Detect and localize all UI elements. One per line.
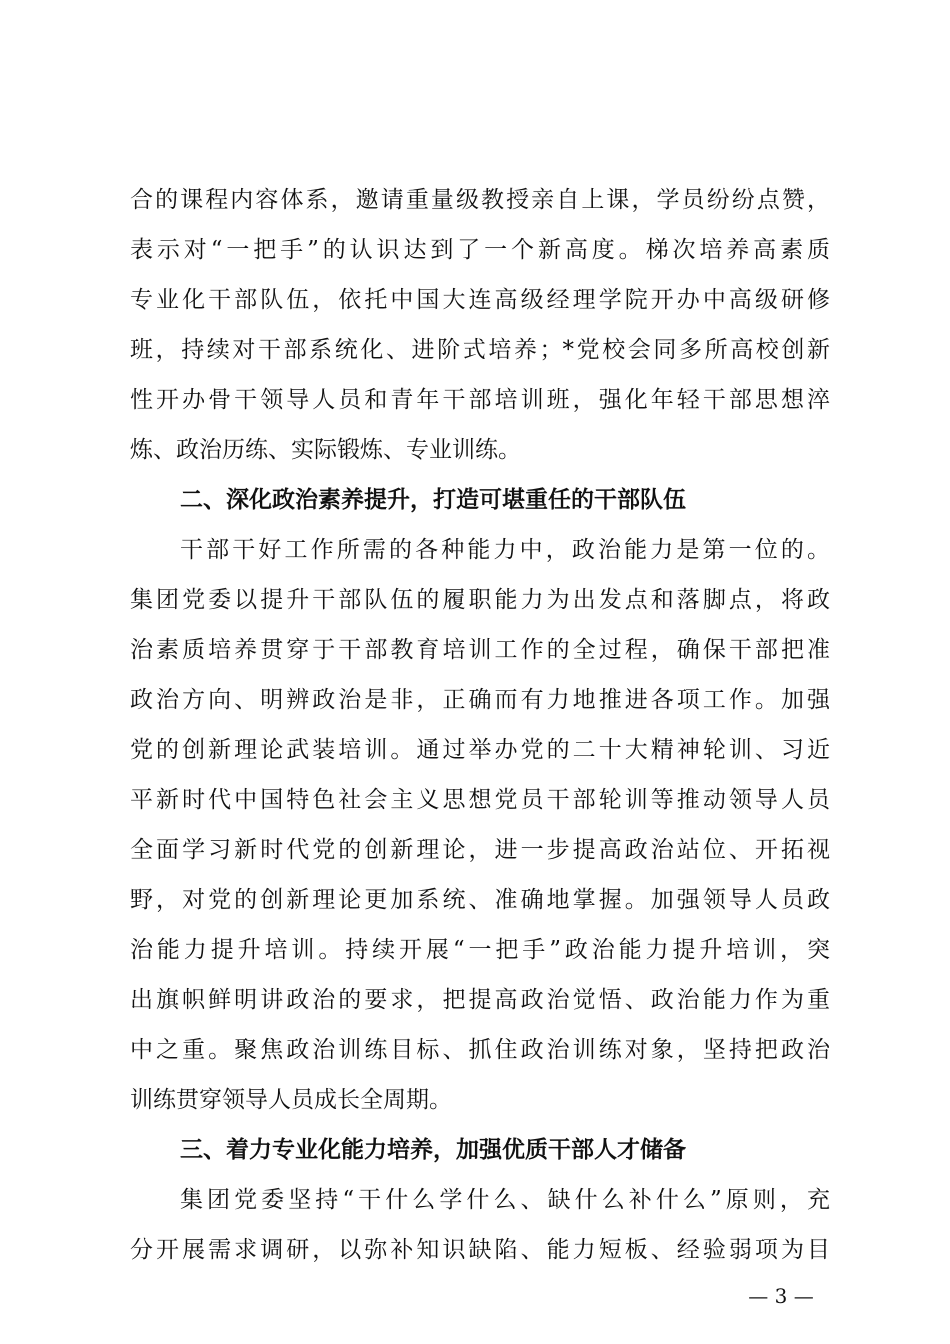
paragraph-line: 中之重。聚焦政治训练目标、抓住政治训练对象，坚持把政治 <box>130 1037 830 1063</box>
paragraph-line: 表示对“一把手”的认识达到了一个新高度。梯次培养高素质 <box>130 237 830 263</box>
paragraph-line: 党的创新理论武装培训。通过举办党的二十大精神轮训、习近 <box>130 737 830 763</box>
section-heading-2: 二、深化政治素养提升，打造可堪重任的干部队伍 <box>180 487 686 513</box>
paragraph-line: 合的课程内容体系，邀请重量级教授亲自上课，学员纷纷点赞， <box>130 187 830 213</box>
paragraph-line: 政治方向、明辨政治是非，正确而有力地推进各项工作。加强 <box>130 687 830 713</box>
paragraph-line: 全面学习新时代党的创新理论，进一步提高政治站位、开拓视 <box>130 837 830 863</box>
paragraph-line: 治能力提升培训。持续开展“一把手”政治能力提升培训，突 <box>130 937 830 963</box>
paragraph-line: 干部干好工作所需的各种能力中，政治能力是第一位的。 <box>180 537 830 563</box>
section-heading-3: 三、着力专业化能力培养，加强优质干部人才储备 <box>180 1137 686 1163</box>
paragraph-line: 平新时代中国特色社会主义思想党员干部轮训等推动领导人员 <box>130 787 830 813</box>
paragraph-line: 训练贯穿领导人员成长全周期。 <box>130 1087 452 1113</box>
paragraph-line: 集团党委以提升干部队伍的履职能力为出发点和落脚点，将政 <box>130 587 830 613</box>
paragraph-line: 性开办骨干领导人员和青年干部培训班，强化年轻干部思想淬 <box>130 387 830 413</box>
paragraph-line: 集团党委坚持“干什么学什么、缺什么补什么”原则，充 <box>180 1187 830 1213</box>
paragraph-line: 分开展需求调研，以弥补知识缺陷、能力短板、经验弱项为目 <box>130 1237 830 1263</box>
paragraph-line: 专业化干部队伍，依托中国大连高级经理学院开办中高级研修 <box>130 287 830 313</box>
paragraph-line: 出旗帜鲜明讲政治的要求，把提高政治觉悟、政治能力作为重 <box>130 987 830 1013</box>
paragraph-line: 野，对党的创新理论更加系统、准确地掌握。加强领导人员政 <box>130 887 830 913</box>
paragraph-line: 治素质培养贯穿于干部教育培训工作的全过程，确保干部把准 <box>130 637 830 663</box>
paragraph-line: 炼、政治历练、实际锻炼、专业训练。 <box>130 437 521 463</box>
paragraph-line: 班，持续对干部系统化、进阶式培养；*党校会同多所高校创新 <box>130 337 830 363</box>
page-number: — 3 — <box>748 1284 814 1308</box>
